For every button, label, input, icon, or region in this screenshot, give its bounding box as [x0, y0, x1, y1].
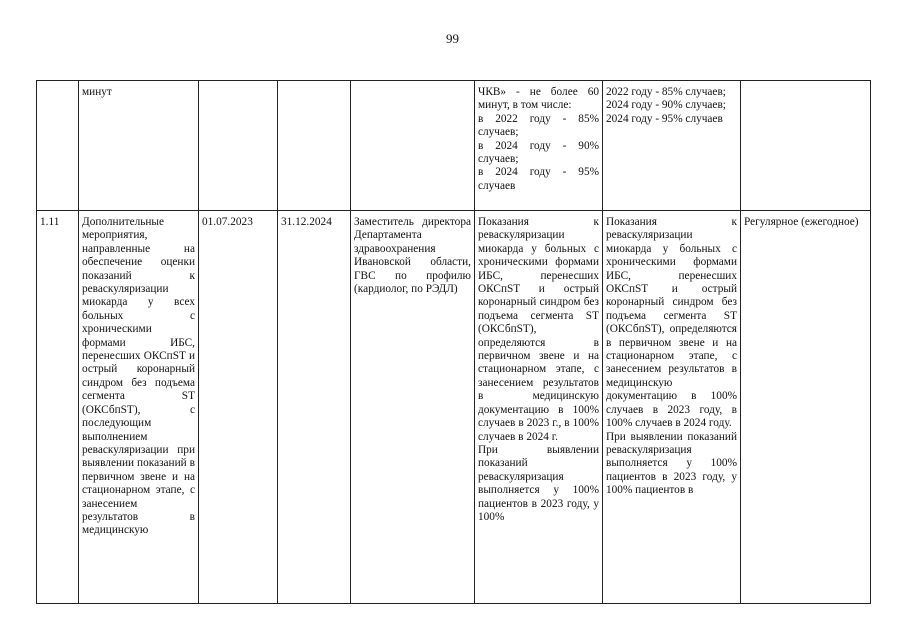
periodicity-cell: Регулярное (ежегодное) [741, 211, 871, 604]
result-cell: Показания к реваскуляризации миокарда у больных с хроническими формами ИБС, перенесших ОКСпST и острый коронарный синдром без подъема сегмента ST (ОКСбпST), определяются в первичном звене и на стационарном этапе, с занесением результатов в медицинскую документацию в 100% случаев в 2023 году, в 100% случаев в 2024 году. При выявлении показаний реваскуляризация выполняется у 100% пациентов в 2023 году, у 100% пациентов в [603, 211, 741, 604]
indicator-cell: ЧКВ» - не более 60 минут, в том числе: в 2022 году - 85% случаев; в 2024 году - 90% случаев; в 2024 году - 95% случаев [475, 81, 603, 211]
table-row [37, 81, 871, 211]
start-date-cell: 01.07.2023 [199, 211, 278, 604]
end-date-cell: 31.12.2024 [278, 211, 351, 604]
indicator-cell: Показания к реваскуляризации миокарда у больных с хроническими формами ИБС, перенесших ОКСпST и острый коронарный синдром без подъема сегмента ST (ОКСбпST), определяются в первичном звене и на стационарном этапе, с занесением результатов в медицинскую документацию в 100% случаев в 2023 г., в 100% случаев в 2024 г. При выявлении показаний реваскуляризация выполняется у 100% пациентов в 2023 году, у 100% [475, 211, 603, 604]
periodicity-cell [741, 81, 871, 211]
end-date-cell [278, 81, 351, 211]
table-row [37, 211, 871, 604]
result-cell: 2022 году - 85% случаев; 2024 году - 90% случаев; 2024 году - 95% случаев [603, 81, 741, 211]
row-number-cell [37, 81, 79, 211]
page-number: 99 [446, 31, 459, 46]
responsible-cell: Заместитель директора Департамента здравоохранения Ивановской области, ГВС по профилю (кардиолог, по РЭДЛ) [351, 211, 475, 604]
plan-table [36, 80, 871, 604]
event-cell: минут [79, 81, 199, 211]
row-number-cell: 1.11 [37, 211, 79, 604]
responsible-cell [351, 81, 475, 211]
start-date-cell [199, 81, 278, 211]
event-cell: Дополнительные мероприятия, направленные на обеспечение оценки показаний к реваскуляризации миокарда у всех больных с хроническими формами ИБС, перенесших ОКСпST и острый коронарный синдром без подъема сегмента ST (ОКСбпST), с последующим выполнением реваскуляризации при выявлении показаний в первичном звене и на стационарном этапе, с занесением результатов в медицинскую [79, 211, 199, 604]
